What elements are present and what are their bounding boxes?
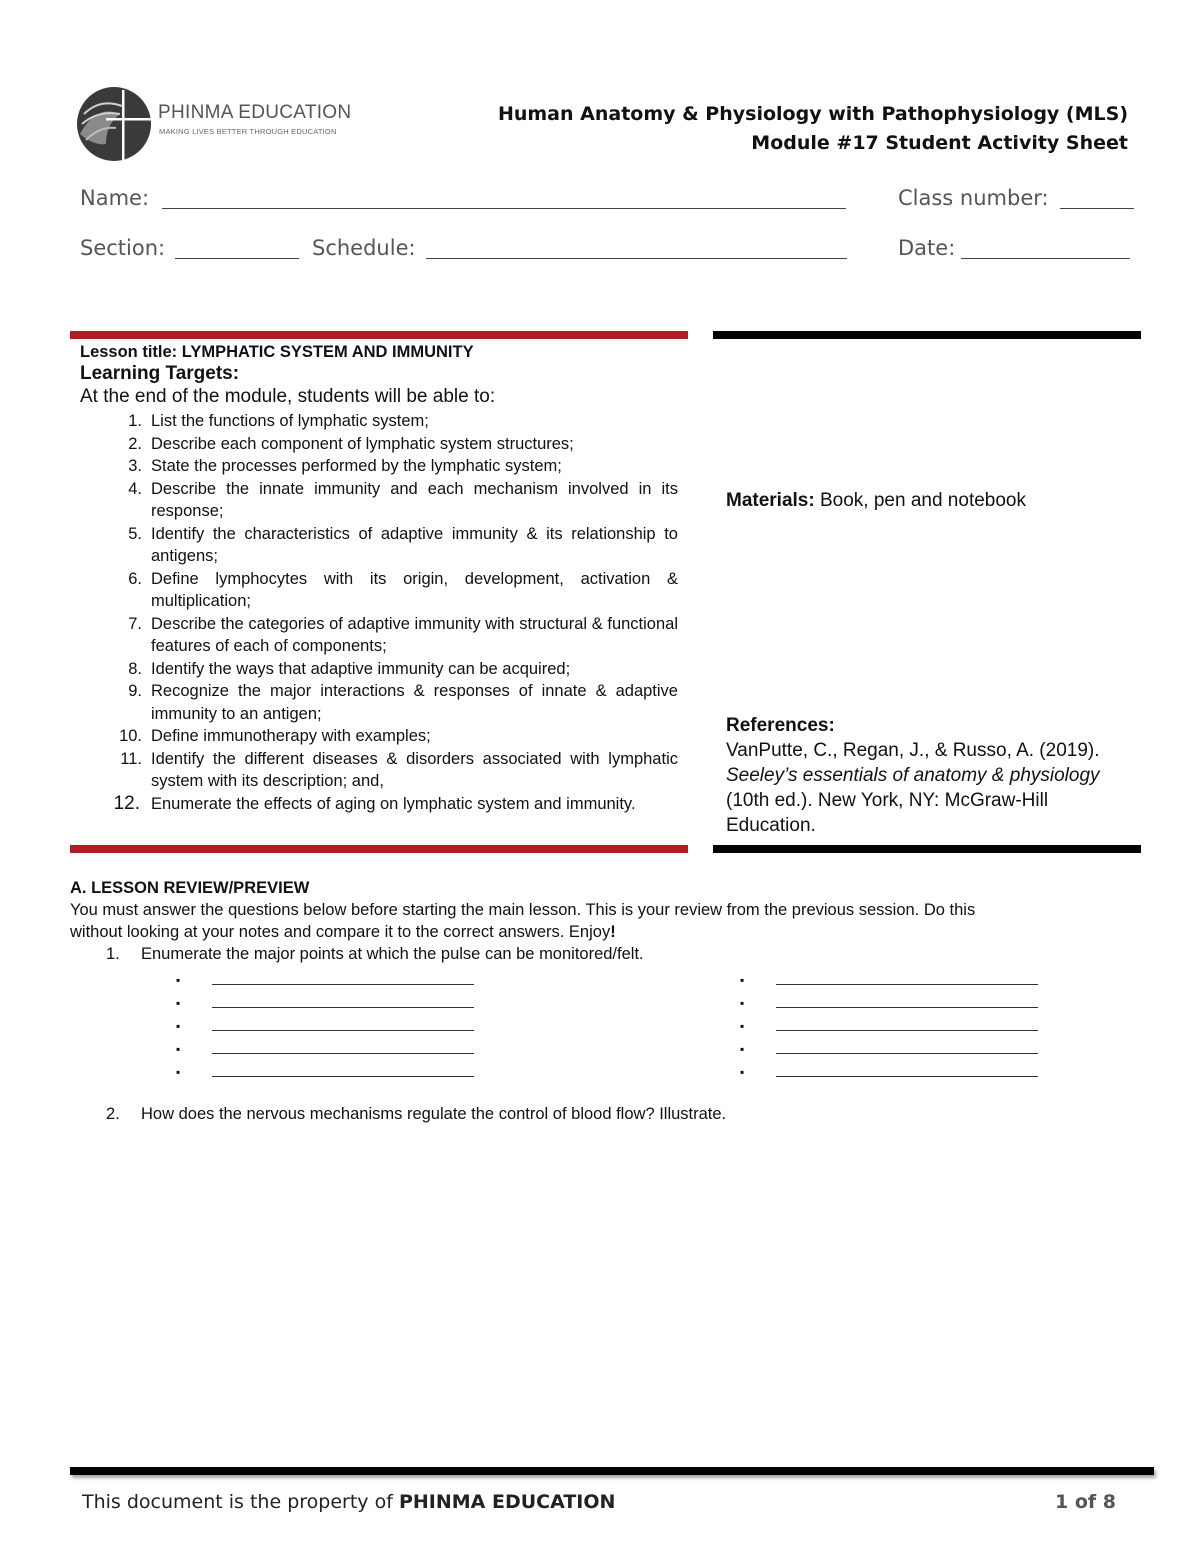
reference-authors: VanPutte, C., Regan, J., & Russo, A. (2019). <box>726 740 1100 761</box>
info-top-bar <box>713 331 1141 339</box>
page-number: 1 of 8 <box>1055 1491 1116 1513</box>
class-number-label: Class number: <box>898 186 1049 210</box>
logo-name: PHINMA EDUCATION <box>158 102 352 123</box>
list-item: 6. Define lymphocytes with its origin, development, activation & multiplication; <box>128 569 678 610</box>
question-2-text: How does the nervous mechanisms regulate the control of blood flow? Illustrate. <box>141 1105 727 1123</box>
references-heading: References: <box>726 715 835 736</box>
list-item: 3. State the processes performed by the lymphatic system; <box>128 457 562 475</box>
list-item: 2. Describe each component of lymphatic system structures; <box>128 434 574 453</box>
date-label: Date: <box>898 236 956 260</box>
reference-title: Seeley’s essentials of anatomy & physiology <box>726 765 1100 786</box>
section-blank[interactable] <box>175 258 299 259</box>
phinma-globe-icon <box>76 84 156 164</box>
list-item: 4. Describe the innate immunity and each mechanism involved in its response; <box>128 479 678 520</box>
name-blank[interactable] <box>162 208 846 209</box>
list-item: 5. Identify the characteristics of adaptive immunity & its relationship to antigens; <box>128 524 678 565</box>
list-item: 7. Describe the categories of adaptive immunity with structural & functional features of each of components; <box>128 614 678 655</box>
lesson-block <box>80 343 678 815</box>
learning-targets-heading: Learning Targets: <box>80 363 240 384</box>
section-label: Section: <box>80 236 166 260</box>
phinma-logo <box>76 84 352 164</box>
lesson-title-value: LYMPHATIC SYSTEM AND IMMUNITY <box>181 343 474 361</box>
reference-entry <box>726 738 1126 838</box>
name-label: Name: <box>80 186 150 210</box>
list-item: 10. Define immunotherapy with examples; <box>119 727 431 745</box>
question-1-text: Enumerate the major points at which the pulse can be monitored/felt. <box>141 945 644 963</box>
materials-label: Materials: <box>726 490 815 511</box>
list-item: 9. Recognize the major interactions & responses of innate & adaptive immunity to an antigen; <box>128 682 678 723</box>
schedule-blank[interactable] <box>426 258 847 259</box>
course-title: Human Anatomy & Physiology with Pathophysiology (MLS) <box>497 103 1128 125</box>
question-1-number: 1. <box>106 945 120 963</box>
section-a-intro: You must answer the questions below before starting the main lesson. This is your review from the previous session. Do this without looking at your notes and compare it to the correct answers. Enjoy! <box>70 901 976 941</box>
learning-targets-list <box>80 410 678 815</box>
lesson-top-bar <box>70 331 688 339</box>
module-title: Module #17 Student Activity Sheet <box>751 132 1128 154</box>
footer-property-notice: This document is the property of PHINMA EDUCATION <box>82 1491 616 1513</box>
info-bottom-bar <box>713 845 1141 853</box>
logo-tagline: MAKING LIVES BETTER THROUGH EDUCATION <box>159 127 337 136</box>
references <box>726 713 1126 838</box>
list-item: 11. Identify the different diseases & disorders associated with lymphatic system with its description; and, <box>120 749 678 790</box>
class-number-blank[interactable] <box>1060 208 1134 209</box>
footer-owner: PHINMA EDUCATION <box>398 1491 616 1513</box>
lesson-bottom-bar <box>70 845 688 853</box>
materials-value: Book, pen and notebook <box>819 490 1026 511</box>
date-blank[interactable] <box>961 258 1130 259</box>
list-item: 12. Enumerate the effects of aging on lymphatic system and immunity. <box>113 792 636 814</box>
materials <box>726 490 1026 512</box>
lesson-title <box>80 343 678 362</box>
learning-targets-intro: At the end of the module, students will be able to: <box>80 386 496 407</box>
reference-details: (10th ed.). New York, NY: McGraw-Hill Education. <box>726 790 1049 836</box>
section-a-heading: A. LESSON REVIEW/PREVIEW <box>70 879 310 897</box>
lesson-title-label: Lesson title: <box>80 343 178 361</box>
list-item: 8. Identify the ways that adaptive immunity can be acquired; <box>128 659 571 678</box>
footer-bar <box>70 1467 1154 1475</box>
list-item: 1. List the functions of lymphatic system; <box>128 412 429 430</box>
section-lesson-review <box>70 877 1030 943</box>
question-2-number: 2. <box>106 1105 120 1123</box>
schedule-label: Schedule: <box>312 236 416 260</box>
